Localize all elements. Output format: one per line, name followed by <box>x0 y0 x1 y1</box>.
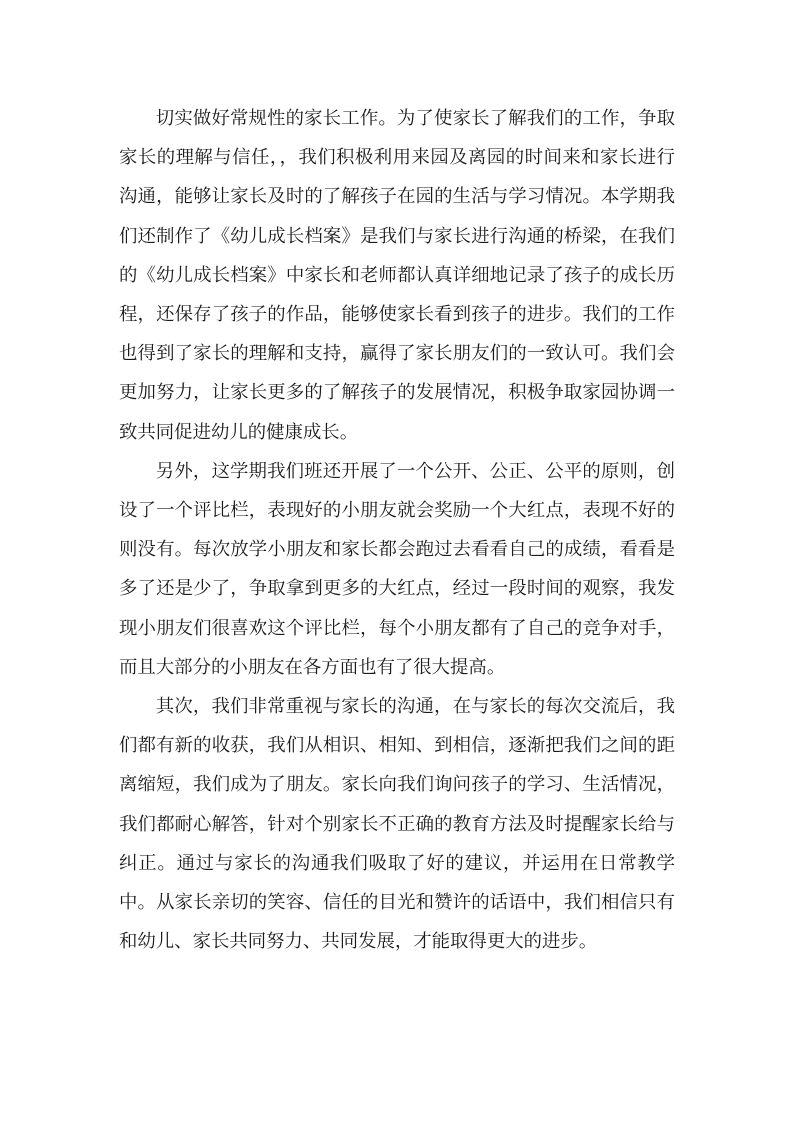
paragraph-parent-communication: 其次，我们非常重视与家长的沟通，在与家长的每次交流后，我们都有新的收获，我们从相识、相知、到相信，逐渐把我们之间的距离缩短，我们成为了朋友。家长向我们询问孩子的学习、生活情况，我们都耐心解答，针对个别家长不正确的教育方法及时提醒家长给与纠正。通过与家长的沟通我们吸取了好的建议，并运用在日常教学中。从家长亲切的笑容、信任的目光和赞许的话语中，我们相信只有和幼儿、家长共同努力、共同发展，才能取得更大的进步。 <box>119 696 675 953</box>
paragraph-rating-board: 另外，这学期我们班还开展了一个公开、公正、公平的原则，创设了一个评比栏，表现好的小朋友就会奖励一个大红点，表现不好的则没有。每次放学小朋友和家长都会跑过去看看自己的成绩，看看是多了还是少了，争取拿到更多的大红点，经过一段时间的观察，我发现小朋友们很喜欢这个评比栏，每个小朋友都有了自己的竞争对手，而且大部分的小朋友在各方面也有了很大提高。 <box>119 460 675 678</box>
paragraph-parent-work: 切实做好常规性的家长工作。为了使家长了解我们的工作，争取家长的理解与信任，，我们积极利用来园及离园的时间来和家长进行沟通，能够让家长及时的了解孩子在园的生活与学习情况。本学期我们还制作了《幼儿成长档案》是我们与家长进行沟通的桥梁，在我们的《幼儿成长档案》中家长和老师都认真详细地记录了孩子的成长历程，还保存了孩子的作品，能够使家长看到孩子的进步。我们的工作也得到了家长的理解和支持，赢得了家长朋友们的一致认可。我们会更加努力，让家长更多的了解孩子的发展情况，积极争取家园协调一致共同促进幼儿的健康成长。 <box>119 108 675 443</box>
document-body <box>119 99 675 961</box>
